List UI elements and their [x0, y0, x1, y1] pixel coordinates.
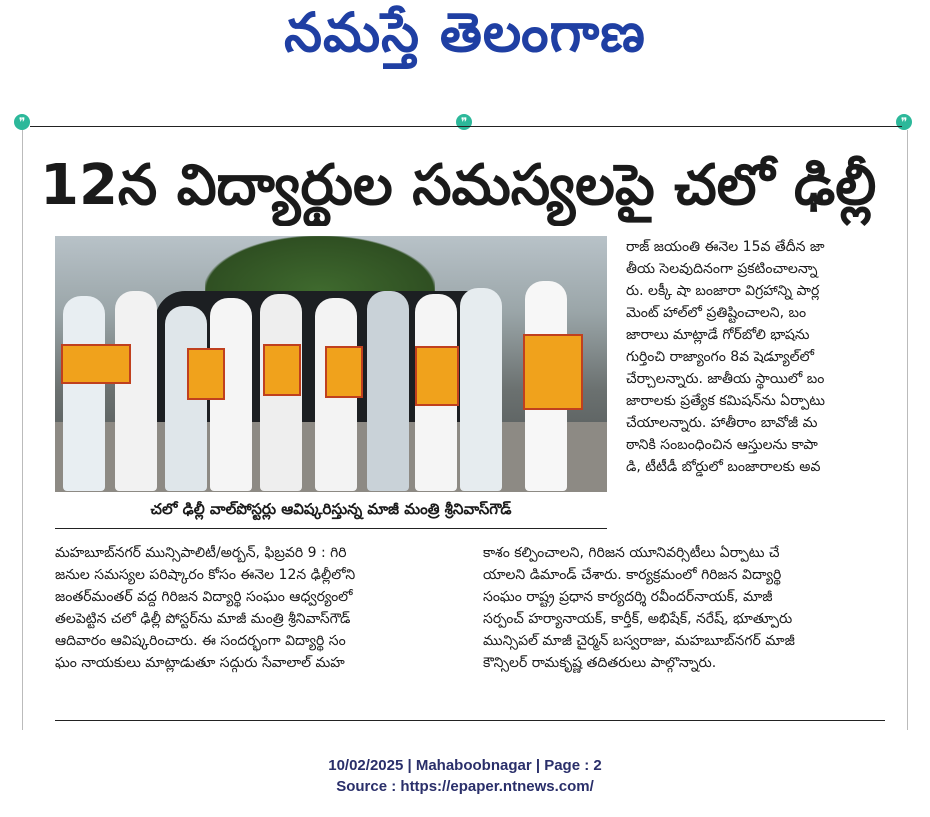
text-line: తలపెట్టిన చలో ఢిల్లీ పోస్టర్‌ను మాజీ మంత్రి శ్రీనివాస్‌గౌడ్ [55, 611, 351, 627]
footer-source-link[interactable]: Source : https://epaper.ntnews.com/ [336, 778, 594, 795]
text-line: మహబూబ్‌నగర్ మున్సిపాలిటీ/అర్బన్, ఫిబ్రవరి 9 : గిరి [55, 545, 347, 561]
text-line: ఠానికి సంబంధించిన ఆస్తులను కాపా [626, 437, 818, 453]
text-line: సంఘం రాష్ట్ర ప్రధాన కార్యదర్శి రవీందర్‌నాయక్, మాజీ [483, 589, 773, 605]
caption-divider [55, 528, 607, 529]
article-headline: 12న విద్యార్థుల సమస్యలపై చలో ఢిల్లీ [40, 153, 877, 218]
photo-caption: చలో ఢిల్లీ వాల్‌పోస్టర్లు ఆవిష్కరిస్తున్న మాజీ మంత్రి శ్రీనివాస్‌గౌడ్ [150, 500, 512, 518]
text-line: డి, టీటీడీ బోర్డులో బంజారాలకు అవ [626, 459, 821, 475]
text-line: చేర్చాలన్నారు. జాతీయ స్థాయిలో బం [626, 371, 825, 387]
text-line: రాజ్ జయంతి ఈనెల 15వ తేదీన జా [626, 239, 825, 255]
text-line: గుర్తించి రాజ్యాంగం 8వ షెడ్యూల్‌లో [626, 349, 815, 365]
text-line: ఘం నాయకులు మాట్లాడుతూ సద్గురు సేవాలాల్ మహ [55, 655, 345, 671]
right-text-column [626, 236, 884, 478]
text-line: జంతర్‌మంతర్ వద్ద గిరిజన విద్యార్థి సంఘం ఆధ్వర్యంలో [55, 589, 353, 605]
text-line: యాలని డిమాండ్ చేశారు. కార్యక్రమంలో గిరిజన విద్యార్థి [483, 567, 782, 583]
text-line: జనుల సమస్యల పరిష్కారం కోసం ఈనెల 12న ఢిల్లీలోని [55, 567, 356, 583]
article-photo [55, 236, 607, 492]
text-line: మున్సిపల్ మాజీ చైర్మన్ బస్వరాజు, మహబూబ్‌నగర్ మాజీ [483, 633, 795, 649]
top-divider [30, 126, 902, 127]
masthead-logo: నమస్తే తెలంగాణ [284, 0, 646, 64]
text-line: జారాలకు ప్రత్యేక కమిషన్‌ను ఏర్పాటు [626, 393, 825, 409]
quote-icon: ❞ [896, 114, 912, 130]
bottom-left-text-column [55, 542, 465, 674]
footer-date-edition: 10/02/2025 | Mahaboobnagar | Page : 2 [328, 757, 602, 774]
text-line: తీయ సెలవుదినంగా ప్రకటించాలన్నా [626, 261, 818, 277]
text-line: జారాలు మాట్లాడే గోర్‌బోలి భాషను [626, 327, 810, 343]
bottom-divider [55, 720, 885, 721]
text-line: కాశం కల్పించాలని, గిరిజన యూనివర్సిటీలు ఏర్పాటు చే [483, 545, 780, 561]
text-line: సర్పంచ్ హర్యానాయక్, కార్తీక్, అభిషేక్, నరేష్, భూత్పూరు [483, 611, 793, 627]
text-line: రు. లక్కీ షా బంజారా విగ్రహాన్ని పార్ల [626, 283, 820, 299]
quote-icon: ❞ [456, 114, 472, 130]
text-line: మెంట్ హాల్‌లో ప్రతిష్టించాలని, బం [626, 305, 807, 321]
page-footer [0, 755, 930, 797]
text-line: చేయాలన్నారు. హాతీరాం బావోజీ మ [626, 415, 818, 431]
text-line: ఆదివారం ఆవిష్కరించారు. ఈ సందర్భంగా విద్యార్థి సం [55, 633, 346, 649]
bottom-right-text-column [483, 542, 883, 674]
quote-icon: ❞ [14, 114, 30, 130]
right-column-fragment [907, 130, 930, 730]
text-line: కౌన్సిలర్ రామకృష్ణ తదితరులు పాల్గొన్నారు. [483, 655, 717, 671]
left-column-fragment [0, 130, 23, 730]
